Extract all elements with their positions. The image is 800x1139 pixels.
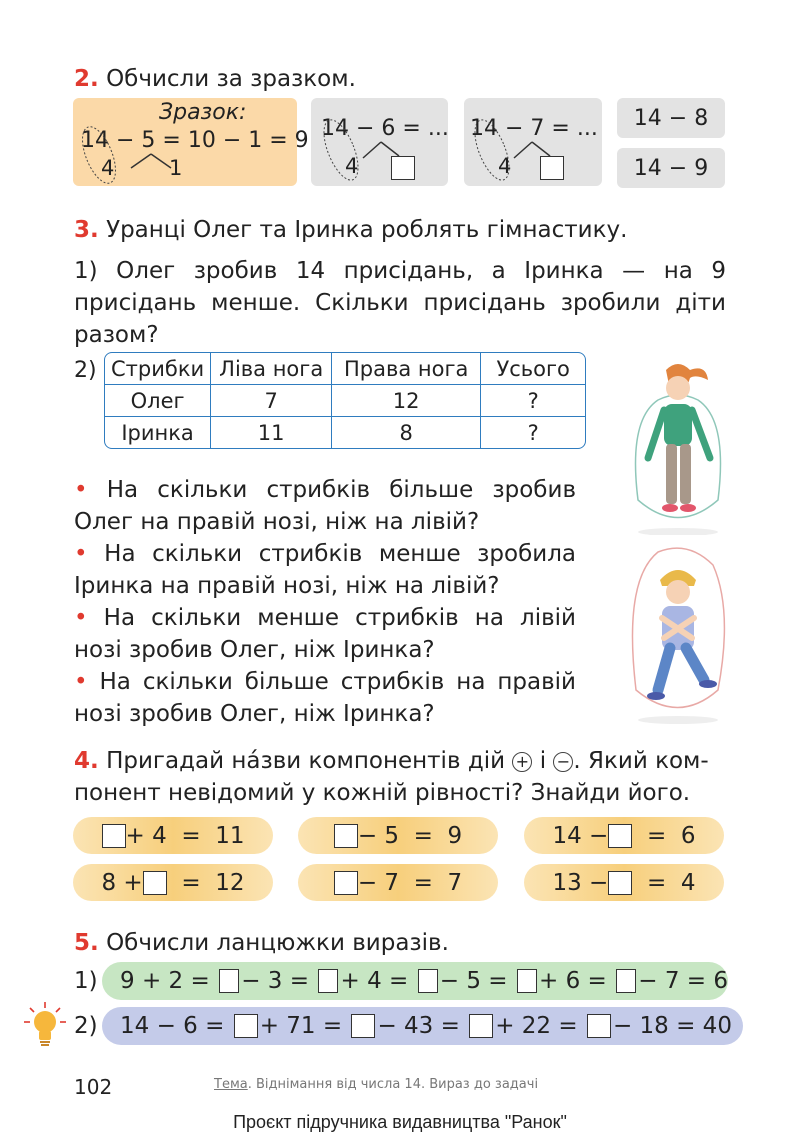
task2-title: Обчисли за зразком. — [106, 66, 356, 92]
table-cell: 12 — [332, 385, 481, 417]
lightbulb-icon — [22, 1000, 68, 1048]
split-line-left — [363, 142, 381, 158]
equation-pill — [73, 817, 273, 854]
split-line-left — [131, 154, 151, 168]
table-row — [105, 385, 585, 417]
equation-text: 14 − — [552, 822, 609, 849]
equation-text: + 4 = 11 — [125, 822, 245, 849]
unknown-box[interactable] — [334, 824, 358, 848]
chain-box[interactable] — [219, 969, 239, 993]
task3-part1: 1) Олег зробив 14 присідань, а Іринка — на 9 присідань менше. Скільки присідань зробили діти разом? — [74, 258, 726, 348]
table-row — [105, 417, 585, 449]
exercise1-expression: 14 − 6 = ... — [321, 116, 449, 141]
bullet-mark: • — [74, 669, 88, 695]
chain2-label: 2) — [74, 1013, 98, 1039]
exercise3-expression: 14 − 8 — [633, 105, 709, 131]
girl-jumping-rope-illustration — [618, 360, 738, 535]
project-note: Проєкт підручника видавництва "Ранок" — [233, 1112, 567, 1132]
bullet-mark: • — [74, 541, 88, 567]
exercise-card-1 — [311, 98, 448, 186]
list-item — [74, 538, 576, 602]
chain-box[interactable] — [616, 969, 636, 993]
dotted-oval — [317, 115, 365, 184]
jump-table-frame — [104, 352, 586, 449]
exercise-card-4 — [617, 148, 725, 188]
sample-label: Зразок: — [159, 100, 247, 125]
equation-pill — [298, 817, 498, 854]
boy-jumping-rope-illustration — [618, 540, 738, 725]
chain-box[interactable] — [418, 969, 438, 993]
unknown-box[interactable] — [608, 824, 632, 848]
task4-title-part2: . Який ком- — [573, 748, 709, 774]
bullet-mark: • — [74, 605, 88, 631]
chain-text: 14 − 6 = — [120, 1013, 232, 1039]
task3-number: 3. — [74, 217, 99, 243]
split-line-right — [532, 142, 550, 156]
task4-title-line2: понент невідомий у кожній рівності? Знайди його. — [74, 780, 691, 806]
jump-table — [105, 353, 585, 448]
sample-card — [73, 98, 309, 186]
chain-text: 9 + 2 = — [120, 968, 218, 994]
equation-pill — [73, 864, 273, 901]
equation-pill — [524, 864, 724, 901]
list-item — [74, 666, 576, 730]
topic-line — [214, 1077, 538, 1092]
chain1-label: 1) — [74, 968, 98, 994]
task4-heading — [74, 745, 726, 809]
topic-label: Тема — [214, 1077, 248, 1092]
question-text: На скільки стрибків менше зробила Іринка на правій нозі, ніж на лівій? — [74, 541, 577, 599]
chain-row-2 — [102, 1007, 743, 1045]
equation-pill — [524, 817, 724, 854]
question-list — [74, 474, 576, 730]
split-line-right — [381, 142, 399, 156]
table-cell: ? — [481, 385, 586, 417]
dotted-oval — [468, 115, 516, 184]
task3-title: Уранці Олег та Іринка роблять гімнастику. — [106, 217, 628, 243]
exercise-card-3 — [617, 98, 725, 138]
equation-text: − 7 = 7 — [357, 869, 463, 896]
chain-text: − 5 = — [439, 968, 515, 994]
chain-box[interactable] — [351, 1014, 375, 1038]
table-cell: ? — [481, 417, 586, 449]
question-text: На скільки більше стрибків на правій нозі зробив Олег, ніж Іринка? — [74, 669, 576, 727]
equation-text: 8 + — [101, 869, 143, 896]
chain-box[interactable] — [234, 1014, 258, 1038]
chain-box[interactable] — [517, 969, 537, 993]
equation-text: − 5 = 9 — [357, 822, 463, 849]
task5-number: 5. — [74, 930, 99, 956]
table-header-cell: Права нога — [332, 353, 481, 385]
table-header-row — [105, 353, 585, 385]
task5-heading — [74, 929, 449, 957]
table-header-cell: Стрибки — [105, 353, 211, 385]
equation-pill — [298, 864, 498, 901]
list-item — [74, 602, 576, 666]
table-cell: 8 — [332, 417, 481, 449]
exercise4-expression: 14 − 9 — [633, 155, 709, 181]
unknown-box[interactable] — [143, 871, 167, 895]
equation-text: = 12 — [166, 869, 245, 896]
page-number: 102 — [74, 1075, 113, 1099]
chain-text: + 71 = — [259, 1013, 350, 1039]
task4-number: 4. — [74, 748, 99, 774]
chain-text: − 43 = — [377, 1013, 468, 1039]
chain-text: − 18 = 40 — [612, 1013, 732, 1039]
chain-row-1 — [102, 962, 728, 1000]
task4-title-part1: Пригадай на́зви компонентів дій — [106, 748, 506, 774]
topic-text: . Віднімання від числа 14. Вираз до задачі — [247, 1077, 539, 1092]
table-cell: Олег — [105, 385, 211, 417]
task3-heading — [74, 216, 627, 244]
chain-text: + 4 = — [340, 968, 416, 994]
unknown-box[interactable] — [334, 871, 358, 895]
sample-split-a: 4 — [101, 156, 115, 180]
dotted-oval — [76, 122, 123, 186]
chain-text: + 22 = — [495, 1013, 585, 1039]
chain-text: − 3 = — [241, 968, 317, 994]
task2-number: 2. — [74, 66, 99, 92]
chain-box[interactable] — [318, 969, 338, 993]
sample-split-b: 1 — [169, 156, 183, 180]
minus-circle-icon: − — [553, 752, 573, 772]
unknown-box[interactable] — [608, 871, 632, 895]
equation-text: 13 − — [552, 869, 609, 896]
chain-box[interactable] — [587, 1014, 611, 1038]
unknown-box[interactable] — [102, 824, 126, 848]
question-text: На скільки стрибків більше зробив Олег на правій нозі, ніж на лівій? — [74, 477, 576, 535]
equation-text: = 6 — [632, 822, 696, 849]
table-cell: Іринка — [105, 417, 211, 449]
equation-text: = 4 — [632, 869, 696, 896]
exercise2-split-lines — [464, 98, 602, 186]
table-cell: 11 — [211, 417, 332, 449]
question-text: На скільки менше стрибків на лівій нозі зробив Олег, ніж Іринка? — [74, 605, 576, 663]
exercise-card-2 — [464, 98, 602, 186]
chain-text: + 6 = — [539, 968, 615, 994]
table-header-cell: Ліва нога — [211, 353, 332, 385]
exercise1-split-lines — [311, 98, 448, 186]
chain-text: − 7 = 6 — [638, 968, 729, 994]
exercise1-split: 4 — [345, 154, 359, 178]
split-line-left — [514, 142, 532, 158]
chain-box[interactable] — [469, 1014, 493, 1038]
sample-split-lines — [73, 98, 297, 186]
table-header-cell: Усього — [481, 353, 586, 385]
task4-title-and: і — [539, 748, 547, 774]
exercise2-split: 4 — [498, 154, 512, 178]
sample-expression: 14 − 5 = 10 − 1 = 9 — [81, 128, 309, 153]
split-line-right — [151, 154, 171, 168]
task3-part2-label: 2) — [74, 358, 97, 383]
table-cell: 7 — [211, 385, 332, 417]
task2-heading — [74, 65, 356, 93]
exercise2-expression: 14 − 7 = ... — [470, 116, 598, 141]
list-item — [74, 474, 576, 538]
plus-circle-icon: + — [512, 752, 532, 772]
task5-title: Обчисли ланцюжки виразів. — [106, 930, 449, 956]
bullet-mark: • — [74, 477, 88, 503]
